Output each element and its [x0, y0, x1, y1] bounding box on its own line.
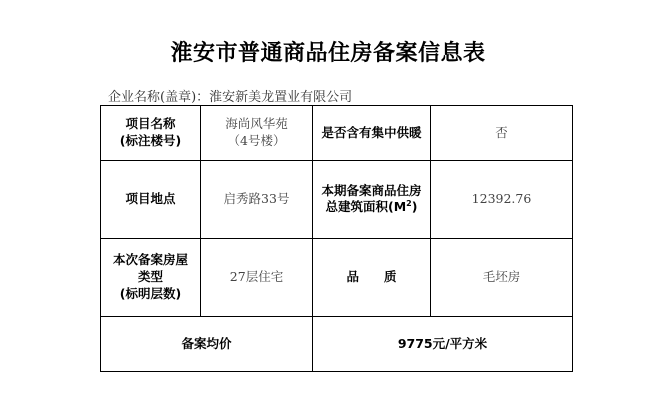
total-area-label-line1: 本期备案商品住房 [321, 182, 422, 198]
average-price-label: 备案均价 [101, 317, 313, 372]
housing-type-label-line1: 本次备案房屋 [112, 252, 188, 268]
central-heating-value: 否 [431, 106, 573, 161]
project-name-label-line1: 项目名称 [125, 116, 176, 132]
company-name: 企业名称(盖章)：淮安新美龙置业有限公司 [108, 90, 353, 105]
project-name-value-line1: 海尚风华苑 [225, 116, 288, 132]
table-row [101, 317, 573, 372]
project-location-label: 项目地点 [101, 161, 201, 239]
project-name-label-line2: (标注楼号) [119, 133, 182, 148]
project-name-label [101, 106, 201, 161]
central-heating-label: 是否含有集中供暖 [313, 106, 431, 161]
housing-type-value: 27层住宅 [201, 239, 313, 317]
project-name-value [201, 106, 313, 161]
quality-value: 毛坯房 [431, 239, 573, 317]
page-title: 淮安市普通商品住房备案信息表 [170, 41, 486, 66]
total-area-label-text: 总建筑面积(M [325, 199, 407, 215]
table-row [101, 161, 573, 239]
project-name-value-line2: （4号楼） [227, 133, 286, 148]
project-location-value: 启秀路33号 [201, 161, 313, 239]
housing-type-label [101, 239, 201, 317]
area-unit-superscript: 2 [406, 199, 412, 209]
quality-label: 品 质 [313, 239, 431, 317]
total-area-value: 12392.76 [431, 161, 573, 239]
total-area-label-line2 [317, 199, 426, 216]
filing-info-table [100, 105, 573, 372]
table-row [101, 239, 573, 317]
housing-type-label-line2: 类型 [137, 269, 163, 285]
table-row [101, 106, 573, 161]
total-area-label [313, 161, 431, 239]
average-price-value: 9775元/平方米 [313, 317, 573, 372]
housing-type-label-line3: (标明层数) [119, 285, 182, 301]
total-area-label-close: ) [411, 199, 418, 215]
